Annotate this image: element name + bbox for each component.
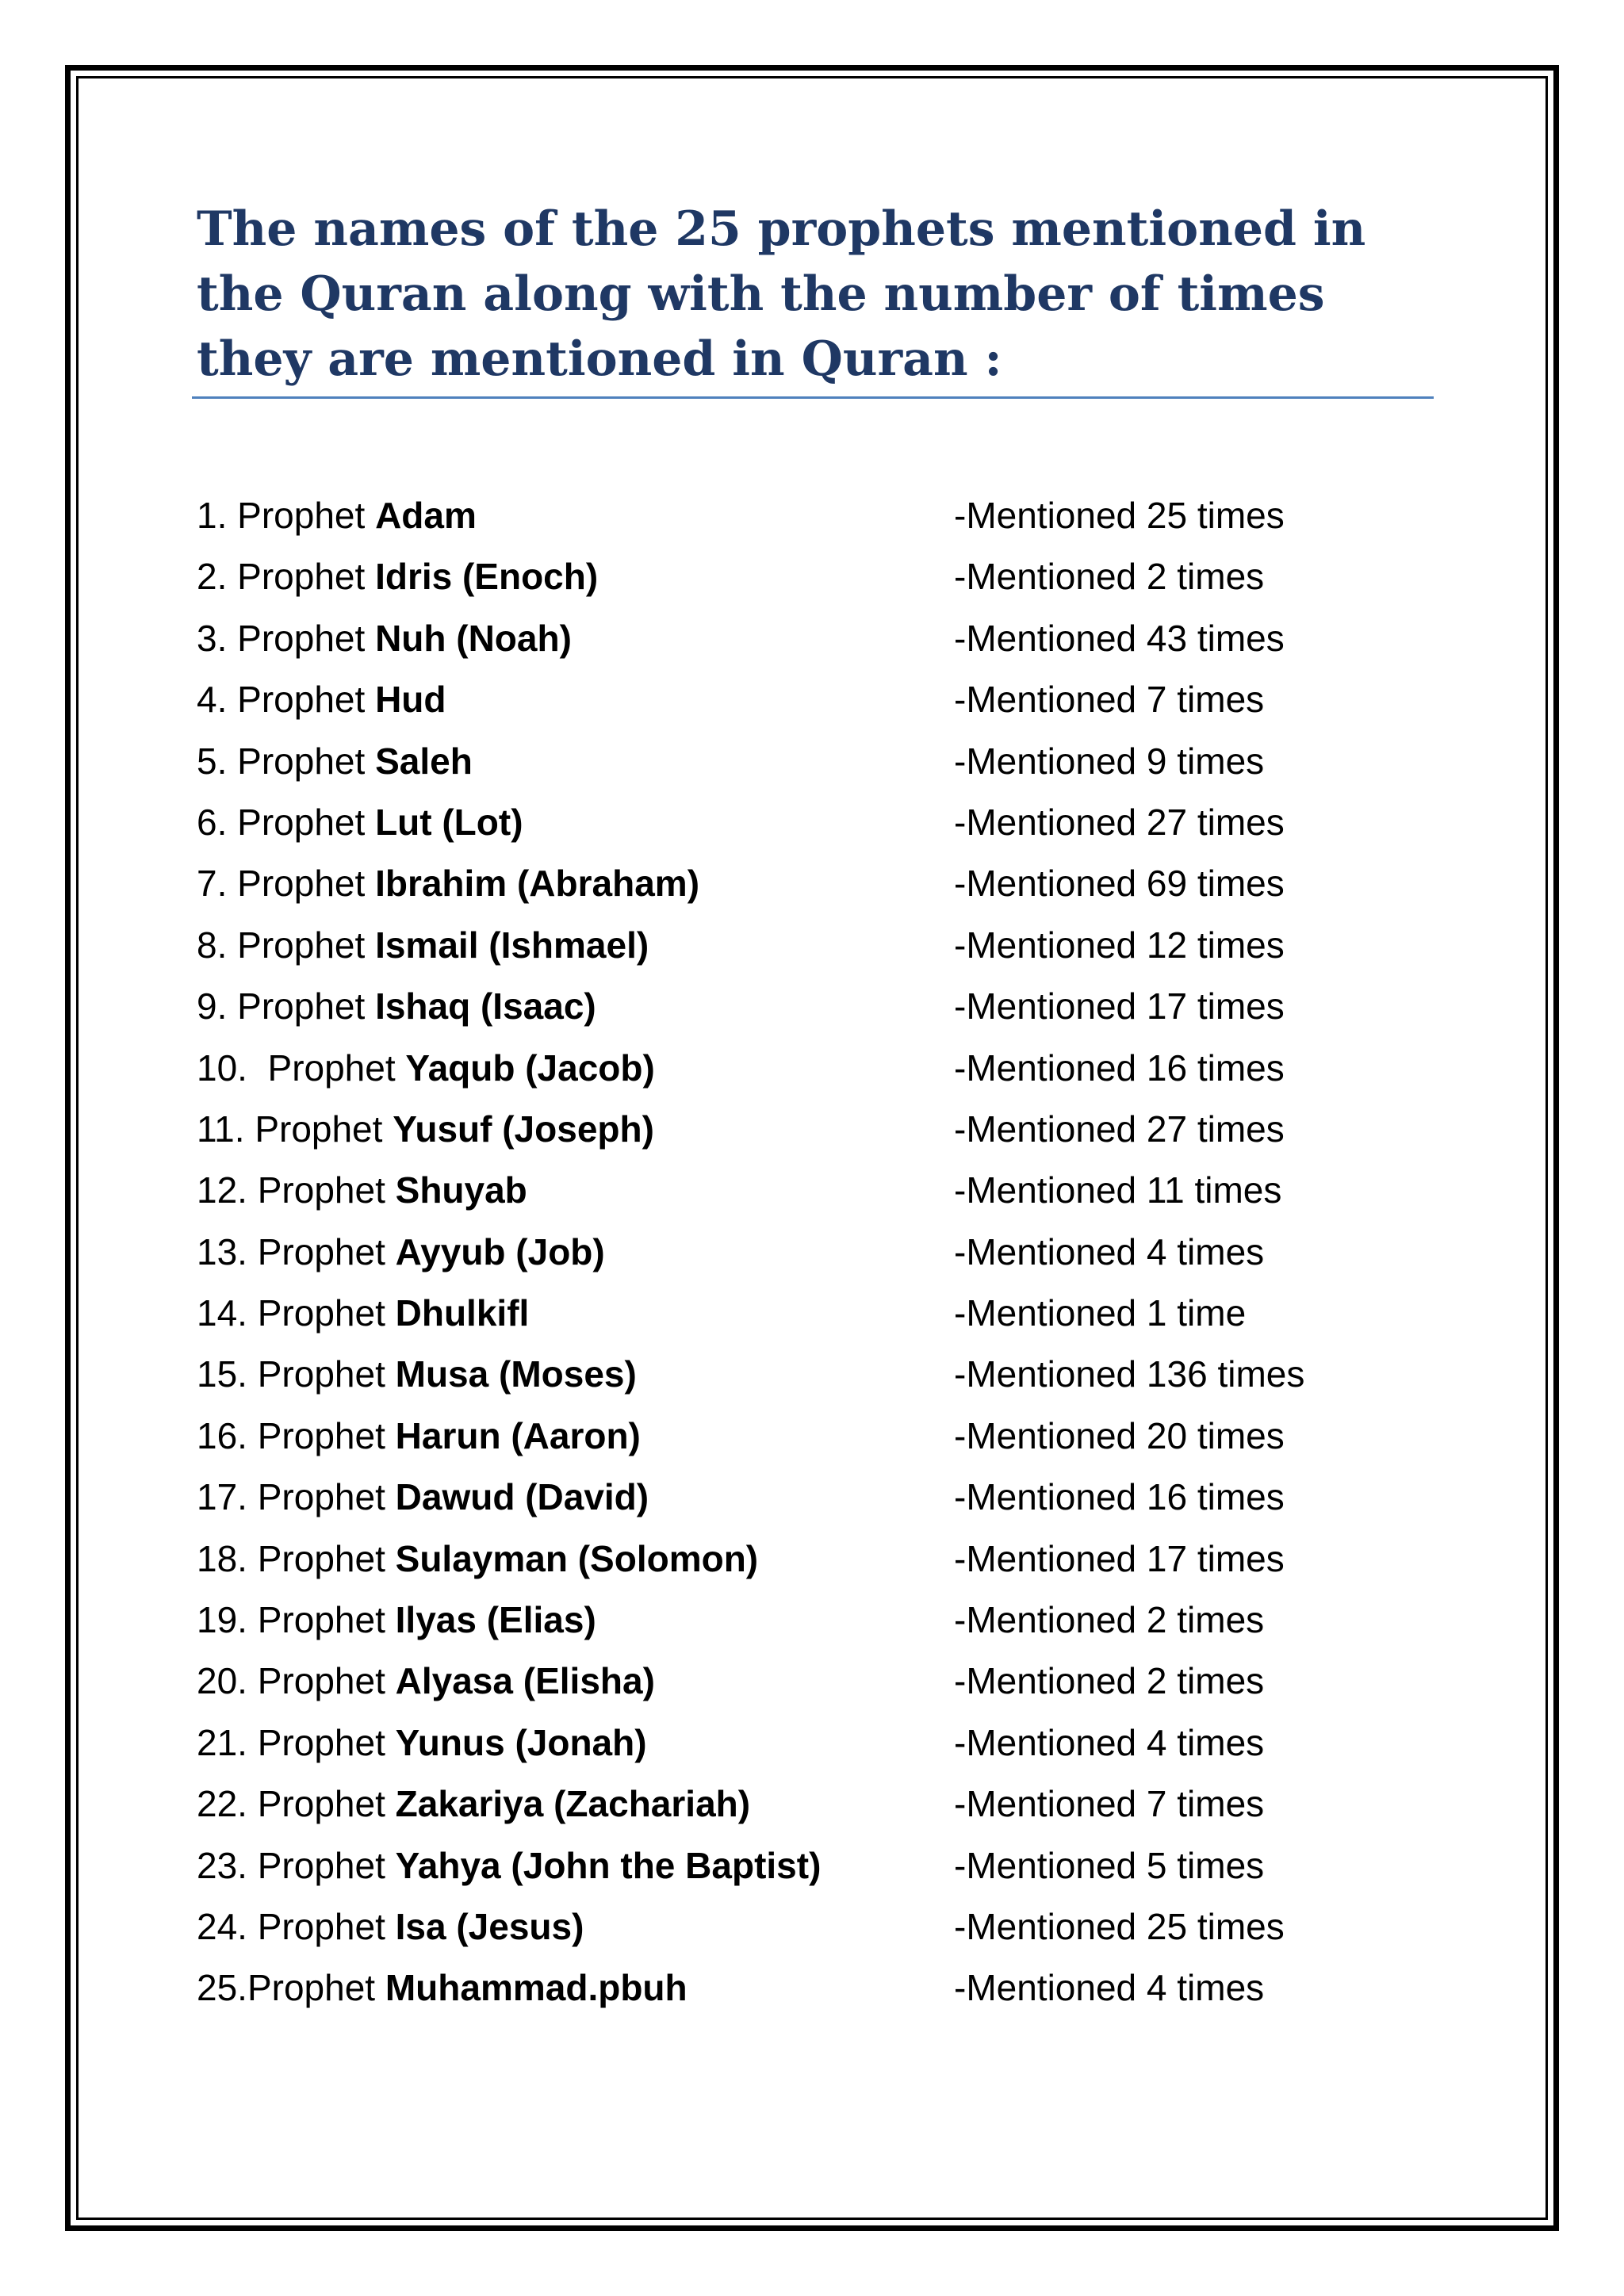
list-item xyxy=(197,1283,1434,1344)
mention-count: -Mentioned 43 times xyxy=(954,617,1285,659)
list-item xyxy=(197,485,1434,546)
list-item xyxy=(197,546,1434,607)
prophet-name: Nuh (Noah) xyxy=(375,617,572,659)
list-number: 20. xyxy=(197,1660,258,1702)
prophet-entry xyxy=(197,1222,605,1283)
list-number: 4. xyxy=(197,679,238,721)
prophet-prefix: Prophet xyxy=(237,740,376,782)
prophet-name: Isa (Jesus) xyxy=(395,1905,584,1947)
prophet-entry xyxy=(197,1712,647,1774)
list-item xyxy=(197,1099,1434,1160)
prophet-name: Ismail (Ishmael) xyxy=(375,924,649,966)
list-number: 16. xyxy=(197,1414,258,1456)
prophet-name: Dawud (David) xyxy=(395,1476,649,1518)
prophet-prefix: Prophet xyxy=(237,617,376,659)
mention-count: -Mentioned 4 times xyxy=(954,1230,1265,1272)
prophet-entry xyxy=(197,1467,649,1528)
prophet-entry xyxy=(197,1529,758,1590)
mention-count: -Mentioned 20 times xyxy=(954,1414,1285,1456)
list-item xyxy=(197,1406,1434,1467)
prophet-prefix: Prophet xyxy=(257,1353,396,1395)
prophet-prefix: Prophet xyxy=(237,679,376,721)
mention-count: -Mentioned 7 times xyxy=(954,1783,1265,1825)
list-item xyxy=(197,1957,1434,2019)
mention-count: -Mentioned 9 times xyxy=(954,740,1265,782)
list-number: 14. xyxy=(197,1292,258,1334)
prophet-list xyxy=(197,485,1434,2019)
prophet-name: Sulayman (Solomon) xyxy=(395,1537,759,1579)
mention-count: -Mentioned 27 times xyxy=(954,801,1285,843)
prophet-entry xyxy=(197,1590,596,1651)
list-item xyxy=(197,792,1434,853)
prophet-entry xyxy=(197,485,477,546)
prophet-prefix: Prophet xyxy=(237,924,376,966)
list-number: 25. xyxy=(197,1967,247,2009)
list-item xyxy=(197,1529,1434,1590)
prophet-prefix: Prophet xyxy=(255,1108,393,1150)
prophet-prefix: Prophet xyxy=(257,1660,396,1702)
mention-count: -Mentioned 4 times xyxy=(954,1967,1265,2009)
prophet-prefix: Prophet xyxy=(257,1721,396,1763)
prophet-name: Ilyas (Elias) xyxy=(395,1599,596,1641)
list-number: 8. xyxy=(197,924,238,966)
list-item xyxy=(197,1467,1434,1528)
prophet-prefix: Prophet xyxy=(257,1599,396,1641)
list-item xyxy=(197,1835,1434,1896)
prophet-entry xyxy=(197,1957,688,2019)
prophet-prefix: Prophet xyxy=(257,1414,396,1456)
prophet-name: Yaqub (Jacob) xyxy=(405,1047,655,1089)
list-number: 11. xyxy=(197,1108,255,1150)
prophet-prefix: Prophet xyxy=(237,556,376,598)
prophet-name: Yusuf (Joseph) xyxy=(393,1108,654,1150)
prophet-entry xyxy=(197,792,523,853)
mention-count: -Mentioned 25 times xyxy=(954,1905,1285,1947)
list-number: 7. xyxy=(197,863,238,905)
list-number: 10. xyxy=(197,1047,268,1089)
mention-count: -Mentioned 27 times xyxy=(954,1108,1285,1150)
list-item xyxy=(197,669,1434,730)
list-item xyxy=(197,1651,1434,1712)
prophet-name: Dhulkifl xyxy=(395,1292,530,1334)
list-number: 13. xyxy=(197,1230,258,1272)
list-item xyxy=(197,1896,1434,1957)
list-item xyxy=(197,1038,1434,1099)
prophet-entry xyxy=(197,1896,584,1957)
list-number: 9. xyxy=(197,985,238,1027)
prophet-name: Shuyab xyxy=(395,1169,527,1211)
prophet-name: Ishaq (Isaac) xyxy=(375,985,596,1027)
prophet-prefix: Prophet xyxy=(237,863,376,905)
prophet-entry xyxy=(197,669,446,730)
prophet-prefix: Prophet xyxy=(247,1967,385,2009)
prophet-name: Zakariya (Zachariah) xyxy=(395,1783,751,1825)
prophet-entry xyxy=(197,1099,654,1160)
prophet-entry xyxy=(197,546,598,607)
prophet-name: Muhammad.pbuh xyxy=(385,1967,688,2009)
prophet-name: Ayyub (Job) xyxy=(395,1230,605,1272)
mention-count: -Mentioned 17 times xyxy=(954,985,1285,1027)
mention-count: -Mentioned 11 times xyxy=(954,1169,1282,1211)
prophet-entry xyxy=(197,1283,529,1344)
mention-count: -Mentioned 136 times xyxy=(954,1353,1305,1395)
prophet-name: Idris (Enoch) xyxy=(375,556,599,598)
list-number: 23. xyxy=(197,1844,258,1886)
prophet-name: Saleh xyxy=(375,740,473,782)
list-number: 5. xyxy=(197,740,238,782)
prophet-name: Musa (Moses) xyxy=(395,1353,637,1395)
prophet-name: Hud xyxy=(375,679,446,721)
list-number: 17. xyxy=(197,1476,258,1518)
prophet-prefix: Prophet xyxy=(257,1292,396,1334)
prophet-entry xyxy=(197,1160,527,1221)
list-number: 6. xyxy=(197,801,238,843)
list-item xyxy=(197,1590,1434,1651)
mention-count: -Mentioned 17 times xyxy=(954,1537,1285,1579)
list-number: 1. xyxy=(197,495,238,536)
list-item xyxy=(197,1222,1434,1283)
prophet-entry xyxy=(197,915,649,976)
prophet-entry xyxy=(197,1344,637,1405)
mention-count: -Mentioned 2 times xyxy=(954,1599,1265,1641)
list-item xyxy=(197,1774,1434,1835)
prophet-entry xyxy=(197,976,596,1037)
list-number: 19. xyxy=(197,1599,258,1641)
list-item xyxy=(197,731,1434,792)
list-number: 22. xyxy=(197,1783,258,1825)
list-number: 15. xyxy=(197,1353,258,1395)
prophet-name: Alyasa (Elisha) xyxy=(395,1660,655,1702)
prophet-prefix: Prophet xyxy=(257,1230,396,1272)
prophet-entry xyxy=(197,1835,821,1896)
prophet-name: Yunus (Jonah) xyxy=(395,1721,647,1763)
prophet-prefix: Prophet xyxy=(257,1476,396,1518)
list-number: 12. xyxy=(197,1169,258,1211)
prophet-prefix: Prophet xyxy=(237,801,376,843)
list-item xyxy=(197,976,1434,1037)
prophet-name: Harun (Aaron) xyxy=(395,1414,641,1456)
mention-count: -Mentioned 16 times xyxy=(954,1047,1285,1089)
mention-count: -Mentioned 12 times xyxy=(954,924,1285,966)
prophet-entry xyxy=(197,1651,655,1712)
prophet-prefix: Prophet xyxy=(257,1537,396,1579)
prophet-entry xyxy=(197,1774,750,1835)
list-item xyxy=(197,1160,1434,1221)
mention-count: -Mentioned 5 times xyxy=(954,1844,1265,1886)
mention-count: -Mentioned 69 times xyxy=(954,863,1285,905)
prophet-prefix: Prophet xyxy=(257,1905,396,1947)
mention-count: -Mentioned 7 times xyxy=(954,679,1265,721)
prophet-entry xyxy=(197,608,572,669)
prophet-entry xyxy=(197,853,699,914)
title-underline xyxy=(192,396,1434,399)
list-number: 21. xyxy=(197,1721,258,1763)
mention-count: -Mentioned 2 times xyxy=(954,1660,1265,1702)
mention-count: -Mentioned 1 time xyxy=(954,1292,1247,1334)
prophet-entry xyxy=(197,731,473,792)
prophet-prefix: Prophet xyxy=(257,1844,396,1886)
prophet-prefix: Prophet xyxy=(267,1047,406,1089)
mention-count: -Mentioned 2 times xyxy=(954,556,1265,598)
list-number: 18. xyxy=(197,1537,258,1579)
prophet-name: Ibrahim (Abraham) xyxy=(375,863,700,905)
list-item xyxy=(197,608,1434,669)
prophet-prefix: Prophet xyxy=(257,1783,396,1825)
document-title: The names of the 25 prophets mentioned in the Quran along with the number of times they are mentioned in Quran : xyxy=(197,201,1366,387)
mention-count: -Mentioned 16 times xyxy=(954,1476,1285,1518)
prophet-prefix: Prophet xyxy=(237,985,376,1027)
prophet-prefix: Prophet xyxy=(257,1169,396,1211)
list-number: 2. xyxy=(197,556,238,598)
list-item xyxy=(197,853,1434,914)
list-item xyxy=(197,1344,1434,1405)
list-number: 24. xyxy=(197,1905,258,1947)
prophet-name: Yahya (John the Baptist) xyxy=(395,1844,822,1886)
prophet-name: Adam xyxy=(375,495,477,536)
prophet-name: Lut (Lot) xyxy=(375,801,523,843)
mention-count: -Mentioned 4 times xyxy=(954,1721,1265,1763)
prophet-entry xyxy=(197,1038,655,1099)
prophet-prefix: Prophet xyxy=(237,495,376,536)
prophet-entry xyxy=(197,1406,641,1467)
list-number: 3. xyxy=(197,617,238,659)
list-item xyxy=(197,915,1434,976)
mention-count: -Mentioned 25 times xyxy=(954,495,1285,536)
list-item xyxy=(197,1712,1434,1774)
